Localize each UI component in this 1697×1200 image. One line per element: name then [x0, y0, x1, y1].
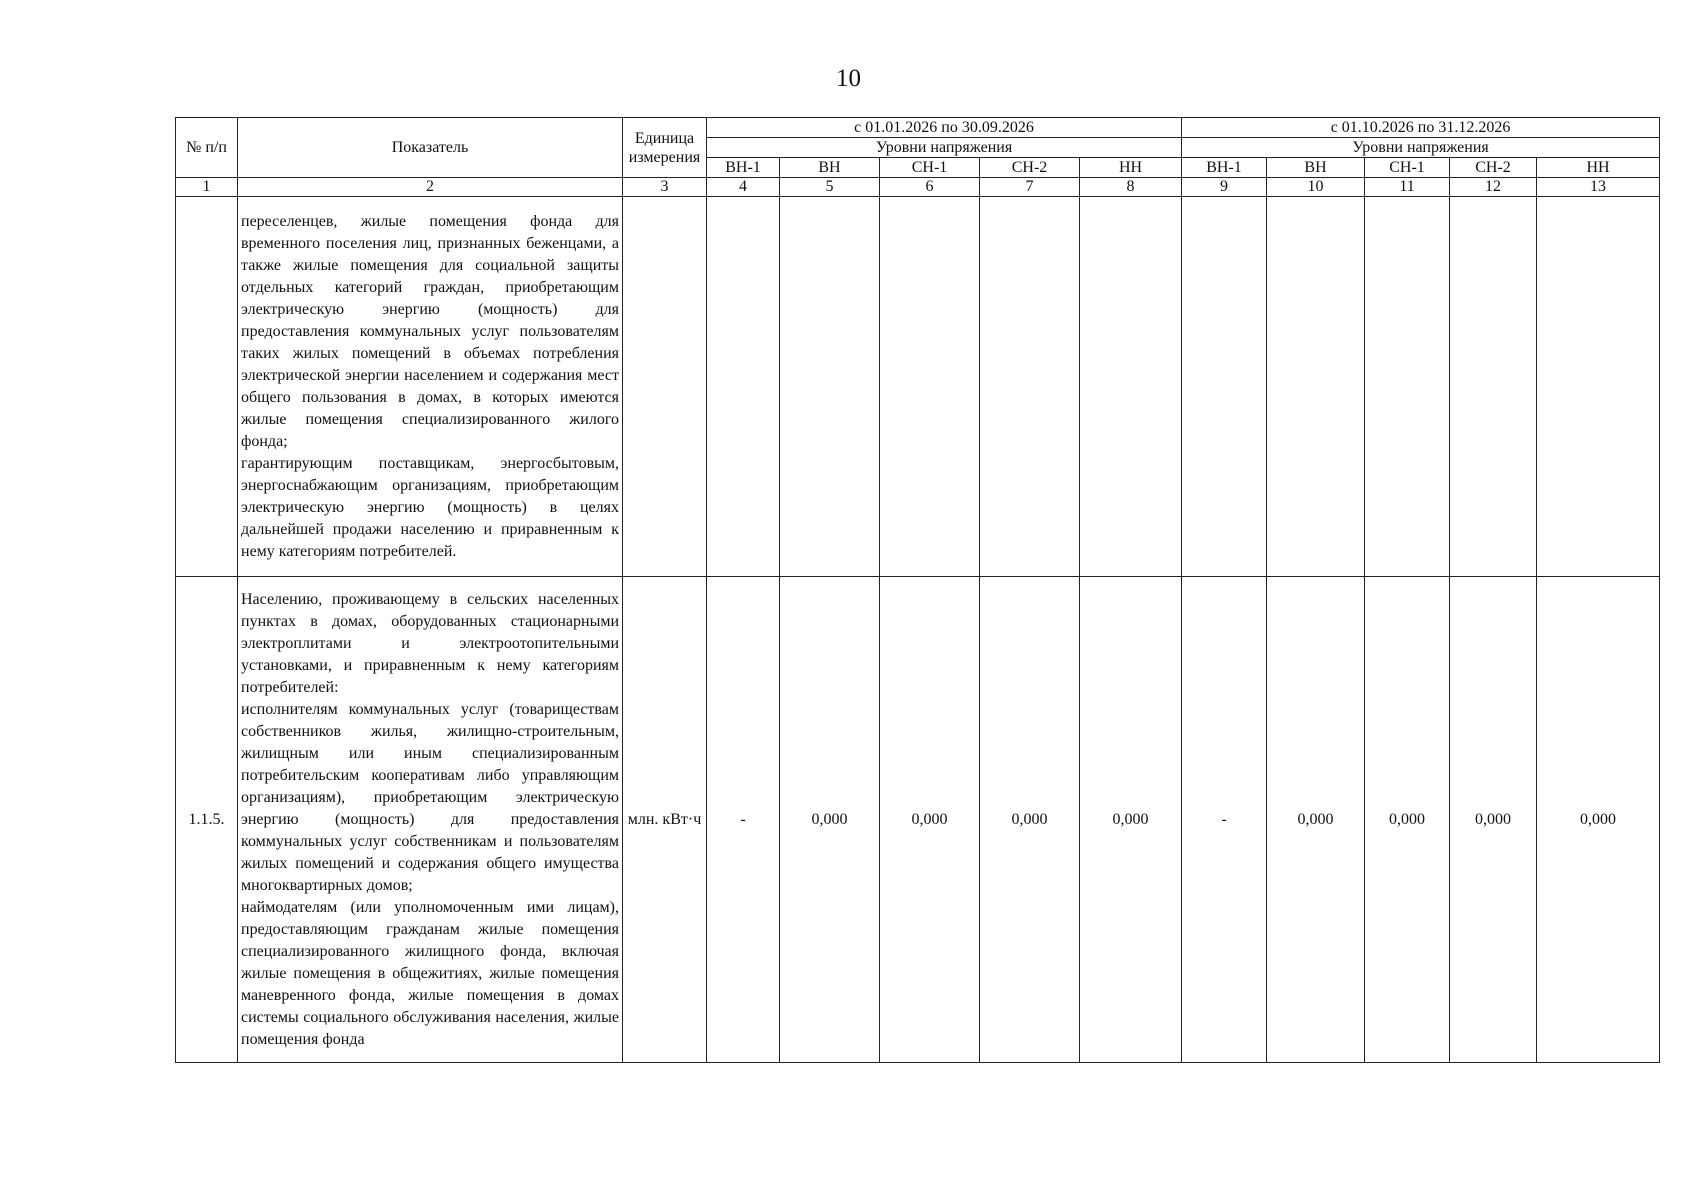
value-cell: 0,000	[1080, 577, 1182, 1063]
column-number: 4	[707, 178, 780, 197]
column-number: 8	[1080, 178, 1182, 197]
indicator-paragraph: исполнителям коммунальных услуг (товариществам собственников жилья, жилищно-строительным, жилищным или иным специализированным потребительским кооперативам либо управляющим организациям), приобретающим электрическую энергию (мощность) для предоставления коммунальных услуг собственникам и пользователям жилых помещений и содержания общего имущества многоквартирных домов;	[241, 700, 619, 894]
indicator-paragraph: наймодателям (или уполномоченным ими лицам), предоставляющим гражданам жилые помещения специализированного жилищного фонда, включая жилые помещения в общежитиях, жилые помещения маневренного фонда, жилые помещения в домах системы социального обслуживания населения, жилые помещения фонда	[241, 898, 619, 1048]
value-cell	[1450, 197, 1537, 577]
column-number: 11	[1365, 178, 1450, 197]
value-cell	[880, 197, 980, 577]
value-cell	[1182, 197, 1267, 577]
table-row	[176, 577, 1660, 1063]
value-cell	[1267, 197, 1365, 577]
level-header: СН-2	[1450, 158, 1537, 178]
level-header: СН-1	[1365, 158, 1450, 178]
level-header: ВН-1	[707, 158, 780, 178]
indicator-header: Показатель	[238, 118, 623, 178]
column-number: 5	[780, 178, 880, 197]
level-header: НН	[1080, 158, 1182, 178]
value-cell: 0,000	[1267, 577, 1365, 1063]
level-header: ВН-1	[1182, 158, 1267, 178]
row-number: 1.1.5.	[176, 577, 238, 1063]
levels-header-2: Уровни напряжения	[1182, 138, 1660, 158]
row-unit: млн. кВт·ч	[623, 577, 707, 1063]
column-number: 9	[1182, 178, 1267, 197]
indicator-paragraph: гарантирующим поставщикам, энергосбытовым, энергоснабжающим организациям, приобретающим электрическую энергию (мощность) в целях дальнейшей продажи населению и приравненным к нему категориям потребителей.	[241, 454, 619, 560]
column-number: 1	[176, 178, 238, 197]
column-number: 10	[1267, 178, 1365, 197]
value-cell	[1080, 197, 1182, 577]
row-unit	[623, 197, 707, 577]
column-number: 3	[623, 178, 707, 197]
value-cell: -	[707, 577, 780, 1063]
indicator-paragraph: Населению, проживающему в сельских населенных пунктах в домах, оборудованных стационарными электроплитами и электроотопительными установками, и приравненным к нему категориям потребителей:	[241, 590, 619, 696]
value-cell: 0,000	[1450, 577, 1537, 1063]
value-cell	[780, 197, 880, 577]
value-cell: 0,000	[1537, 577, 1660, 1063]
indicator-paragraph: переселенцев, жилые помещения фонда для временного поселения лиц, признанных беженцами, а также жилые помещения для социальной защиты отдельных категорий граждан, приобретающим электрическую энергию (мощность) для предоставления коммунальных услуг пользователям таких жилых помещений в объемах потребления электрической энергии населением и содержания мест общего пользования в домах, в которых имеются жилые помещения специализированного жилого фонда;	[241, 212, 619, 450]
column-number: 2	[238, 178, 623, 197]
row-indicator-text	[238, 197, 623, 577]
table-row	[176, 197, 1660, 577]
levels-header-1: Уровни напряжения	[707, 138, 1182, 158]
page-number: 10	[836, 65, 861, 92]
column-number: 7	[980, 178, 1080, 197]
level-header: ВН	[1267, 158, 1365, 178]
value-cell: 0,000	[880, 577, 980, 1063]
level-header: ВН	[780, 158, 880, 178]
value-cell: -	[1182, 577, 1267, 1063]
header-row-periods	[176, 118, 1660, 138]
column-number-row	[176, 178, 1660, 197]
tariff-table	[175, 117, 1660, 1063]
value-cell: 0,000	[980, 577, 1080, 1063]
value-cell	[1365, 197, 1450, 577]
value-cell	[980, 197, 1080, 577]
level-header: НН	[1537, 158, 1660, 178]
value-cell	[707, 197, 780, 577]
value-cell	[1537, 197, 1660, 577]
level-header: СН-2	[980, 158, 1080, 178]
num-header: № п/п	[176, 118, 238, 178]
unit-header: Единица измерения	[623, 118, 707, 178]
row-indicator-text	[238, 577, 623, 1063]
level-header: СН-1	[880, 158, 980, 178]
column-number: 12	[1450, 178, 1537, 197]
column-number: 13	[1537, 178, 1660, 197]
column-number: 6	[880, 178, 980, 197]
period-header-1: с 01.01.2026 по 30.09.2026	[707, 118, 1182, 138]
value-cell: 0,000	[1365, 577, 1450, 1063]
value-cell: 0,000	[780, 577, 880, 1063]
row-number	[176, 197, 238, 577]
period-header-2: с 01.10.2026 по 31.12.2026	[1182, 118, 1660, 138]
